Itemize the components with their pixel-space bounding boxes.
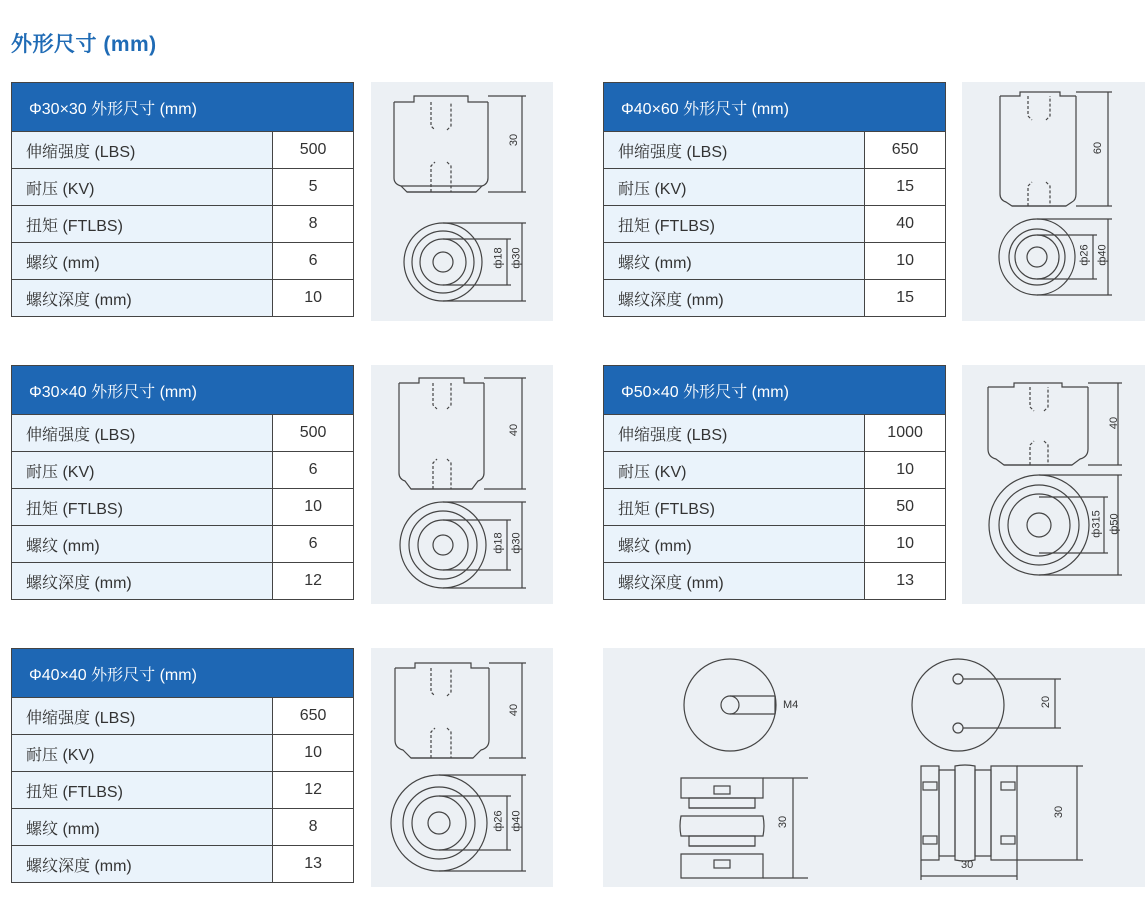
spec-label: 耐压 (KV): [604, 169, 865, 206]
drawing-50x40: [962, 365, 1145, 604]
drawing-40x40: [371, 648, 553, 887]
table-row: [12, 243, 354, 280]
spec-value: 10: [865, 452, 946, 489]
spec-label: 螺纹 (mm): [604, 526, 865, 563]
spec-label: 伸缩强度 (LBS): [12, 132, 273, 169]
spec-label: 耐压 (KV): [604, 452, 865, 489]
table-row: [12, 132, 354, 169]
spec-label: 螺纹 (mm): [12, 526, 273, 563]
dimension-height: 40: [1108, 416, 1121, 430]
spec-value: 10: [273, 735, 354, 772]
spec-label: 扭矩 (FTLBS): [604, 489, 865, 526]
spec-label: 螺纹深度 (mm): [604, 280, 865, 317]
drawing-30x30: [371, 82, 553, 321]
spec-label: 耐压 (KV): [12, 735, 273, 772]
spec-value: 10: [865, 526, 946, 563]
spec-label: 扭矩 (FTLBS): [604, 206, 865, 243]
drawing-40x60: [962, 82, 1145, 321]
dimension-inner-dia: ф18: [492, 247, 505, 269]
spec-value: 50: [865, 489, 946, 526]
spec-value: 12: [273, 563, 354, 600]
dimension-outer-dia: ф50: [1108, 513, 1121, 535]
dimension-thread: M4: [783, 699, 799, 711]
dimension-inner-dia: ф315: [1090, 510, 1103, 538]
spec-value: 10: [273, 489, 354, 526]
table-row: [604, 280, 946, 317]
spec-value: 6: [273, 526, 354, 563]
table-row: [604, 415, 946, 452]
spec-table-title: Φ30×40 外形尺寸 (mm): [12, 366, 354, 415]
spec-value: 12: [273, 772, 354, 809]
spec-value: 8: [273, 809, 354, 846]
spec-label: 伸缩强度 (LBS): [604, 415, 865, 452]
spec-value: 40: [865, 206, 946, 243]
spec-label: 扭矩 (FTLBS): [12, 489, 273, 526]
table-row: [604, 243, 946, 280]
spec-label: 螺纹深度 (mm): [604, 563, 865, 600]
table-row: [604, 132, 946, 169]
dimension-width: 30: [961, 859, 974, 871]
spec-table-30x30: [11, 82, 354, 317]
spec-table-30x40: [11, 365, 354, 600]
spec-value: 10: [273, 280, 354, 317]
spec-value: 15: [865, 169, 946, 206]
spec-value: 5: [273, 169, 354, 206]
table-row: [12, 452, 354, 489]
table-row: [12, 526, 354, 563]
table-row: [604, 452, 946, 489]
spec-label: 伸缩强度 (LBS): [604, 132, 865, 169]
dimension-height: 30: [508, 133, 521, 147]
spec-label: 耐压 (KV): [12, 169, 273, 206]
spec-label: 扭矩 (FTLBS): [12, 772, 273, 809]
table-row: [12, 735, 354, 772]
table-row: [604, 526, 946, 563]
spec-value: 650: [865, 132, 946, 169]
table-row: [12, 698, 354, 735]
dimension-hole-spacing: 20: [1040, 695, 1053, 709]
spec-value: 6: [273, 243, 354, 280]
spec-value: 650: [273, 698, 354, 735]
spec-label: 螺纹深度 (mm): [12, 846, 273, 883]
table-row: [604, 206, 946, 243]
spec-value: 13: [273, 846, 354, 883]
dimension-inner-dia: ф26: [492, 810, 505, 832]
spec-label: 耐压 (KV): [12, 452, 273, 489]
spec-value: 1000: [865, 415, 946, 452]
spec-label: 螺纹 (mm): [604, 243, 865, 280]
spec-value: 6: [273, 452, 354, 489]
spec-table-50x40: [603, 365, 946, 600]
dimension-height: 40: [508, 423, 521, 437]
dimension-height-left: 30: [777, 815, 790, 829]
dimension-outer-dia: ф30: [510, 532, 523, 554]
table-row: [12, 415, 354, 452]
table-row: [12, 846, 354, 883]
table-row: [12, 206, 354, 243]
spec-table-title: Φ30×30 外形尺寸 (mm): [12, 83, 354, 132]
dimension-height-right: 30: [1053, 805, 1066, 819]
spec-value: 10: [865, 243, 946, 280]
spec-value: 8: [273, 206, 354, 243]
dimension-height: 60: [1092, 141, 1105, 155]
spec-label: 螺纹深度 (mm): [12, 563, 273, 600]
table-row: [12, 169, 354, 206]
table-row: [12, 563, 354, 600]
spec-value: 500: [273, 415, 354, 452]
dimension-outer-dia: ф40: [510, 810, 523, 832]
spec-value: 500: [273, 132, 354, 169]
spec-label: 伸缩强度 (LBS): [12, 698, 273, 735]
table-row: [604, 489, 946, 526]
dimension-inner-dia: ф18: [492, 532, 505, 554]
table-row: [12, 489, 354, 526]
spec-value: 13: [865, 563, 946, 600]
spec-table-title: Φ50×40 外形尺寸 (mm): [604, 366, 946, 415]
spec-label: 螺纹 (mm): [12, 809, 273, 846]
dimension-height: 40: [508, 703, 521, 717]
spec-label: 伸缩强度 (LBS): [12, 415, 273, 452]
spec-table-40x60: [603, 82, 946, 317]
spec-label: 螺纹 (mm): [12, 243, 273, 280]
table-row: [604, 169, 946, 206]
spec-table-title: Φ40×40 外形尺寸 (mm): [12, 649, 354, 698]
page-title: 外形尺寸 (mm): [11, 33, 157, 56]
table-row: [12, 772, 354, 809]
drawing-30x40: [371, 365, 553, 604]
table-row: [12, 809, 354, 846]
spec-table-40x40: [11, 648, 354, 883]
spec-label: 扭矩 (FTLBS): [12, 206, 273, 243]
dimension-outer-dia: ф30: [510, 247, 523, 269]
spec-table-title: Φ40×60 外形尺寸 (mm): [604, 83, 946, 132]
dimension-outer-dia: ф40: [1096, 244, 1109, 266]
drawing-special-spool: [603, 648, 1145, 887]
table-row: [12, 280, 354, 317]
dimension-inner-dia: ф26: [1078, 244, 1091, 266]
spec-value: 15: [865, 280, 946, 317]
table-row: [604, 563, 946, 600]
spec-label: 螺纹深度 (mm): [12, 280, 273, 317]
